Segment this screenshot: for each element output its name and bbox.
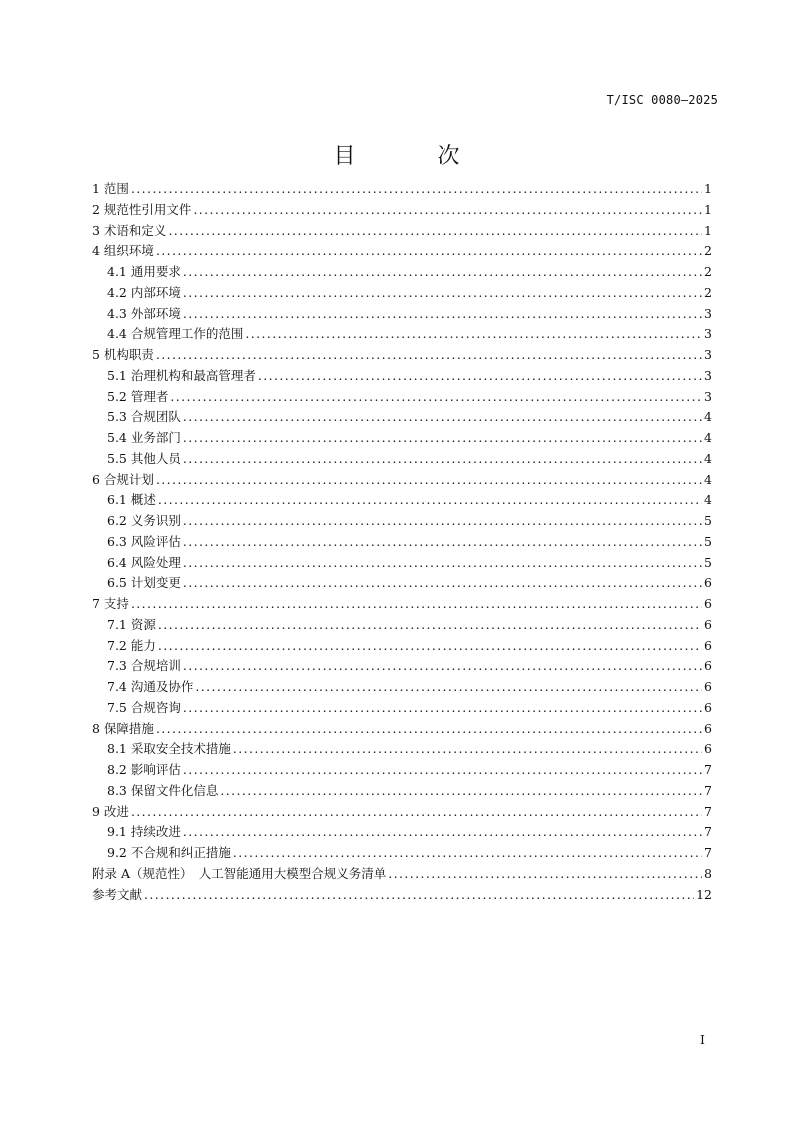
toc-entry-label: 7 支持 — [92, 596, 129, 611]
toc-entry[interactable] — [92, 781, 712, 802]
toc-entry-page: 2 — [704, 243, 712, 259]
toc-entry-label: 4.4 合规管理工作的范围 — [107, 326, 244, 342]
toc-entry[interactable] — [92, 200, 712, 221]
toc-entry-label: 7.3 合规培训 — [107, 658, 181, 674]
toc-entry-page: 4 — [704, 450, 712, 466]
toc-leader-dots — [233, 843, 702, 864]
toc-entry-page: 6 — [704, 741, 712, 757]
toc-entry-page: 3 — [704, 347, 712, 362]
toc-entry-page: 7 — [704, 845, 712, 860]
toc-entry-label: 7.2 能力 — [107, 637, 156, 653]
toc-entry-label: 4.2 内部环境 — [107, 284, 181, 300]
toc-entry-page: 6 — [704, 720, 712, 736]
toc-entry-label: 7.4 沟通及协作 — [107, 679, 194, 694]
toc-entry[interactable] — [92, 449, 712, 470]
toc-entry-page: 6 — [704, 616, 712, 632]
toc-entry[interactable] — [92, 428, 712, 449]
toc-leader-dots — [168, 221, 702, 242]
toc-entry[interactable] — [92, 864, 712, 885]
toc-leader-dots — [158, 615, 702, 636]
toc-entry-label: 7.1 资源 — [107, 616, 156, 632]
toc-leader-dots — [183, 822, 702, 843]
toc-entry-page: 2 — [704, 264, 712, 279]
toc-leader-dots — [156, 241, 702, 262]
toc-entry[interactable] — [92, 283, 712, 304]
toc-entry-label: 9.1 持续改进 — [107, 824, 181, 840]
toc-entry[interactable] — [92, 594, 712, 615]
toc-entry-page: 5 — [704, 513, 712, 528]
toc-leader-dots — [158, 636, 702, 657]
toc-entry-label: 8 保障措施 — [92, 720, 154, 736]
toc-leader-dots — [183, 553, 702, 574]
toc-leader-dots — [183, 760, 702, 781]
toc-leader-dots — [156, 345, 702, 366]
toc-entry-page: 7 — [704, 803, 712, 819]
toc-leader-dots — [258, 366, 702, 387]
toc-entry-label: 6.3 风险评估 — [107, 533, 181, 549]
toc-entry-page: 6 — [704, 596, 712, 611]
toc-entry-label: 6.4 风险处理 — [107, 554, 181, 570]
toc-entry[interactable] — [92, 179, 712, 200]
toc-entry-page: 4 — [704, 471, 712, 487]
toc-entry-page: 6 — [704, 575, 712, 591]
document-code: T/ISC 0080—2025 — [606, 93, 718, 107]
toc-entry[interactable] — [92, 366, 712, 387]
toc-entry-page: 5 — [704, 554, 712, 570]
toc-entry[interactable] — [92, 885, 712, 906]
toc-entry-label: 5.3 合规团队 — [107, 409, 181, 425]
toc-entry-page: 6 — [704, 679, 712, 694]
toc-entry-page: 5 — [704, 533, 712, 549]
toc-leader-dots — [183, 511, 702, 532]
toc-entry-label: 5.5 其他人员 — [107, 450, 181, 466]
toc-entry-page: 2 — [704, 284, 712, 300]
toc-entry-label: 附录 A（规范性） 人工智能通用大模型合规义务清单 — [92, 865, 387, 881]
toc-entry-label: 8.1 采取安全技术措施 — [107, 741, 231, 757]
toc-entry[interactable] — [92, 719, 712, 740]
toc-entry[interactable] — [92, 387, 712, 408]
toc-entry-label: 6.2 义务识别 — [107, 513, 181, 528]
toc-leader-dots — [131, 594, 702, 615]
toc-entry-page: 3 — [704, 367, 712, 383]
toc-entry-label: 4.1 通用要求 — [107, 264, 181, 279]
toc-entry[interactable] — [92, 573, 712, 594]
toc-leader-dots — [183, 532, 702, 553]
toc-entry[interactable] — [92, 739, 712, 760]
toc-leader-dots — [158, 490, 702, 511]
toc-leader-dots — [183, 262, 702, 283]
toc-entry[interactable] — [92, 470, 712, 491]
toc-leader-dots — [183, 656, 702, 677]
toc-entry-page: 8 — [704, 865, 712, 881]
toc-entry-label: 6.5 计划变更 — [107, 575, 181, 591]
toc-entry-label: 4.3 外部环境 — [107, 305, 181, 321]
toc-entry[interactable] — [92, 698, 712, 719]
toc-entry-page: 4 — [704, 492, 712, 508]
table-of-contents — [92, 179, 712, 905]
toc-entry-page: 6 — [704, 658, 712, 674]
toc-entry[interactable] — [92, 511, 712, 532]
toc-entry[interactable] — [92, 843, 712, 864]
toc-entry-label: 1 范围 — [92, 181, 129, 196]
toc-entry[interactable] — [92, 490, 712, 511]
toc-entry-page: 12 — [696, 886, 712, 902]
toc-entry[interactable] — [92, 802, 712, 823]
toc-leader-dots — [193, 200, 702, 221]
toc-entry-label: 6.1 概述 — [107, 492, 156, 508]
toc-leader-dots — [144, 885, 694, 906]
toc-entry[interactable] — [92, 677, 712, 698]
toc-leader-dots — [156, 470, 702, 491]
toc-entry-label: 5.4 业务部门 — [107, 430, 181, 445]
toc-entry-page: 7 — [704, 782, 712, 798]
toc-entry[interactable] — [92, 636, 712, 657]
toc-leader-dots — [388, 864, 702, 885]
toc-entry-page: 4 — [704, 409, 712, 425]
toc-leader-dots — [183, 428, 702, 449]
toc-entry-label: 3 术语和定义 — [92, 222, 167, 238]
toc-leader-dots — [183, 283, 702, 304]
toc-entry[interactable] — [92, 241, 712, 262]
toc-entry[interactable] — [92, 221, 712, 242]
toc-entry-page: 3 — [704, 388, 712, 404]
toc-entry-page: 3 — [704, 326, 712, 342]
toc-leader-dots — [195, 677, 702, 698]
toc-leader-dots — [156, 719, 702, 740]
toc-leader-dots — [183, 304, 702, 325]
toc-leader-dots — [183, 407, 702, 428]
toc-entry[interactable] — [92, 553, 712, 574]
toc-leader-dots — [131, 802, 702, 823]
toc-leader-dots — [233, 739, 702, 760]
toc-entry[interactable] — [92, 345, 712, 366]
toc-entry-label: 6 合规计划 — [92, 471, 154, 487]
toc-leader-dots — [183, 573, 702, 594]
toc-leader-dots — [170, 387, 702, 408]
toc-entry[interactable] — [92, 760, 712, 781]
toc-entry[interactable] — [92, 822, 712, 843]
toc-entry-page: 7 — [704, 762, 712, 777]
toc-leader-dots — [131, 179, 702, 200]
toc-title: 目 次 — [333, 144, 490, 169]
toc-entry-page: 1 — [704, 181, 712, 196]
toc-entry[interactable] — [92, 532, 712, 553]
toc-entry[interactable] — [92, 324, 712, 345]
page-number: I — [700, 1032, 705, 1047]
toc-entry-page: 6 — [704, 699, 712, 715]
toc-entry[interactable] — [92, 304, 712, 325]
toc-entry-label: 7.5 合规咨询 — [107, 699, 181, 715]
toc-leader-dots — [220, 781, 702, 802]
toc-entry-label: 2 规范性引用文件 — [92, 201, 192, 217]
toc-leader-dots — [245, 324, 702, 345]
toc-entry-label: 9.2 不合规和纠正措施 — [107, 845, 231, 860]
toc-entry-page: 6 — [704, 637, 712, 653]
toc-entry-label: 8.3 保留文件化信息 — [107, 782, 219, 798]
toc-entry-label: 4 组织环境 — [92, 243, 154, 259]
toc-entry[interactable] — [92, 656, 712, 677]
toc-entry-label: 5.1 治理机构和最高管理者 — [107, 367, 256, 383]
toc-entry-label: 5 机构职责 — [92, 347, 154, 362]
toc-entry-label: 参考文献 — [92, 886, 143, 902]
toc-entry-page: 1 — [704, 201, 712, 217]
toc-entry-page: 7 — [704, 824, 712, 840]
toc-entry[interactable] — [92, 407, 712, 428]
toc-leader-dots — [183, 449, 702, 470]
toc-entry-page: 1 — [704, 222, 712, 238]
toc-entry-label: 9 改进 — [92, 803, 129, 819]
toc-entry-page: 4 — [704, 430, 712, 445]
toc-entry-page: 3 — [704, 305, 712, 321]
toc-leader-dots — [183, 698, 702, 719]
toc-entry-label: 8.2 影响评估 — [107, 762, 181, 777]
toc-entry[interactable] — [92, 262, 712, 283]
toc-entry-label: 5.2 管理者 — [107, 388, 169, 404]
toc-entry[interactable] — [92, 615, 712, 636]
